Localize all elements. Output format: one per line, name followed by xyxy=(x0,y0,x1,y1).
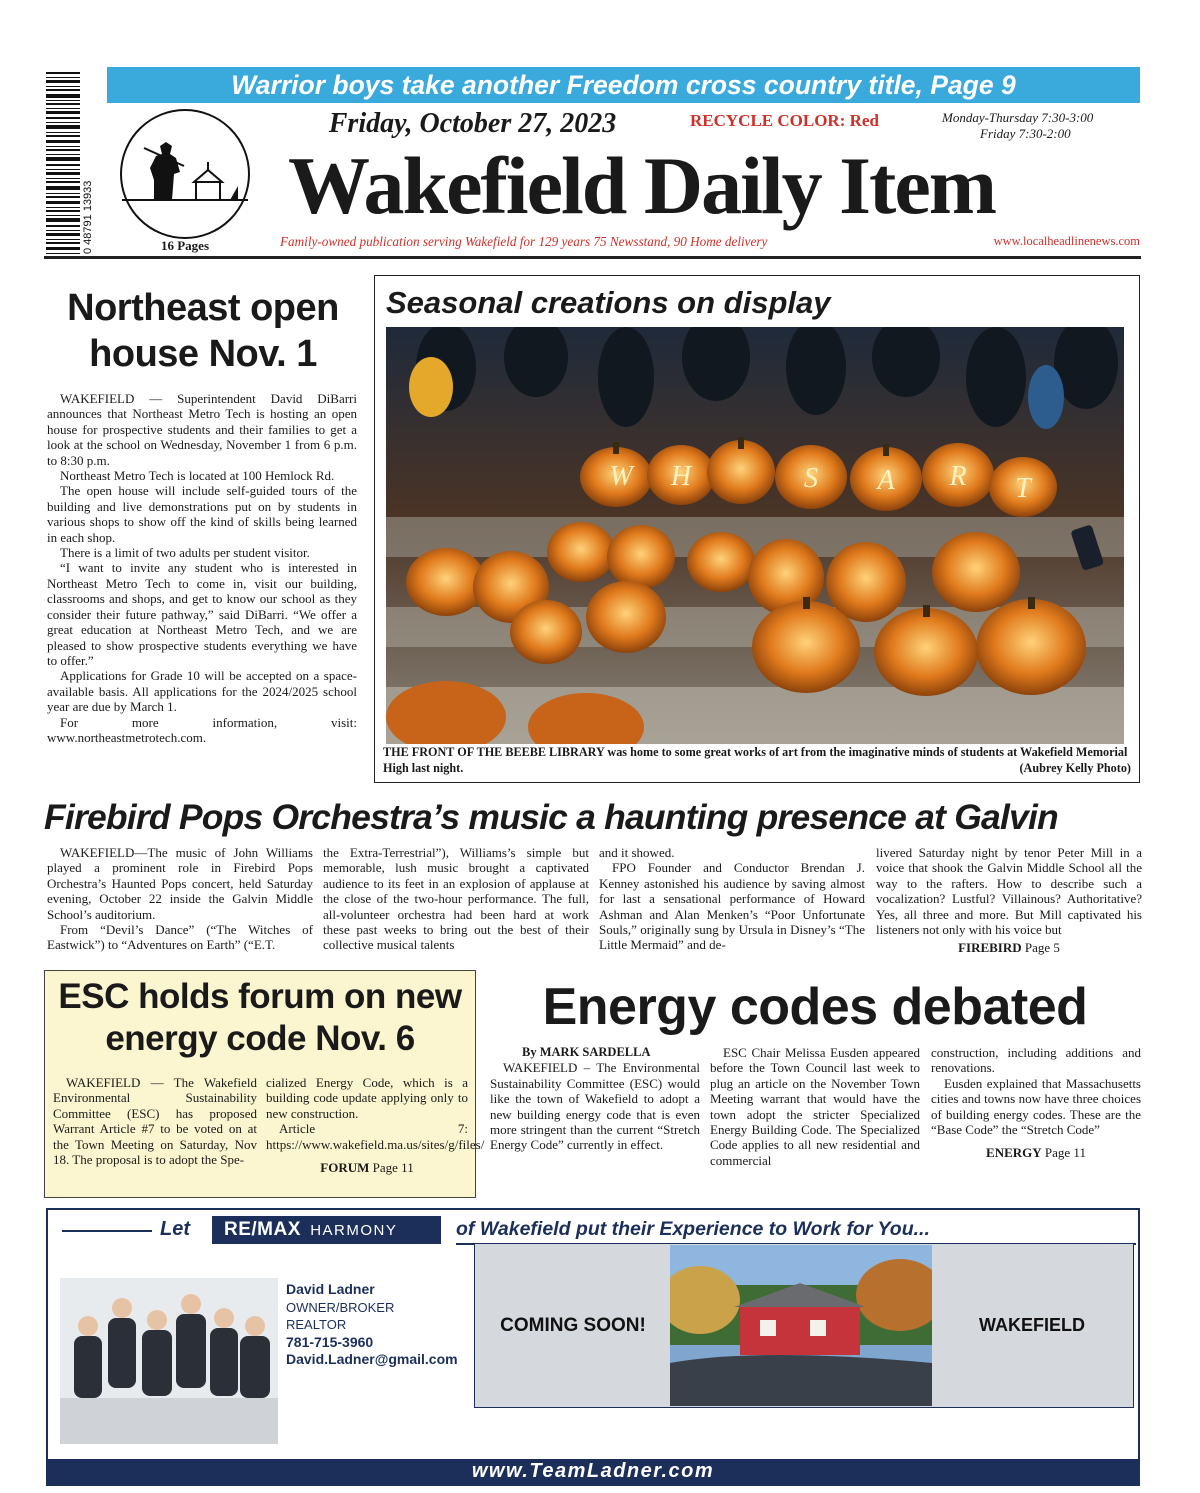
jump-page: Page 11 xyxy=(372,1160,414,1176)
energy-column-2 xyxy=(710,1045,920,1168)
photo-caption xyxy=(383,745,1131,776)
pumpkins-photo xyxy=(386,327,1124,744)
agent-name: David Ladner xyxy=(286,1281,375,1297)
agent-title: REALTOR xyxy=(286,1317,347,1332)
ad-website[interactable]: www.TeamLadner.com xyxy=(48,1459,1138,1484)
firebird-headline[interactable]: Firebird Pops Orchestra’s music a haunting presence at Galvin xyxy=(44,797,1058,837)
pumpkin-letter: A xyxy=(877,465,895,496)
firebird-column-4 xyxy=(876,845,1142,956)
paragraph: Eusden explained that Massachusetts cities and towns now have three choices of building energy codes. These are the “Base Code” the “Stretch Code” xyxy=(931,1075,1141,1138)
pumpkin-letter: S xyxy=(804,463,818,494)
page-count: 16 Pages xyxy=(160,238,210,253)
ad-let: Let xyxy=(160,1218,190,1240)
team-photo xyxy=(60,1278,278,1444)
pumpkin-letter: H xyxy=(670,461,692,492)
northeast-body xyxy=(47,391,357,745)
paragraph: cialized Energy Code, which is a building code update applying only to new construction. xyxy=(266,1075,468,1121)
barcode-digits: 0 48791 13933 xyxy=(82,180,94,254)
firebird-column-3 xyxy=(599,845,865,953)
agent-email[interactable]: David.Ladner@gmail.com xyxy=(286,1351,458,1367)
edition-date: Friday, October 27, 2023 xyxy=(328,108,617,139)
paragraph: WAKEFIELD — The Wakefield Environmental Sustainability Committee (ESC) has proposed Warrant Article #7 to be voted on at the Town Meeting on Saturday, Nov 18. The proposal is to adopt the Spe- xyxy=(53,1075,257,1168)
energy-headline[interactable]: Energy codes debated xyxy=(542,978,1088,1036)
hours-weekdays: Monday-Thursday 7:30-3:00 xyxy=(942,110,1094,125)
pumpkin-letter: T xyxy=(1015,473,1031,504)
tagline: Family-owned publication serving Wakefield for 129 years 75 Newsstand, 90 Home delivery xyxy=(280,234,768,249)
minuteman-logo xyxy=(110,108,260,240)
photo-feature-headline[interactable]: Seasonal creations on display xyxy=(386,285,831,320)
agent-info xyxy=(286,1281,476,1369)
esc-column-2 xyxy=(266,1075,485,1176)
energy-column-3 xyxy=(931,1045,1141,1161)
brand-sub: HARMONY xyxy=(310,1222,398,1239)
listing-town: WAKEFIELD xyxy=(979,1315,1085,1335)
house-photo xyxy=(670,1245,932,1406)
paragraph: construction, including additions and renovations. xyxy=(931,1045,1141,1076)
paragraph: From “Devil’s Dance” (“The Witches of Eastwick”) to “Adventures on Earth” (“E.T. xyxy=(47,922,313,953)
esc-jump-link[interactable] xyxy=(266,1160,468,1175)
agent-title: OWNER/BROKER xyxy=(286,1299,395,1315)
site-url[interactable]: www.localheadlinenews.com xyxy=(993,234,1140,248)
jump-word: FORUM xyxy=(320,1160,370,1176)
firebird-jump-link[interactable] xyxy=(876,940,1142,955)
paragraph: ESC Chair Melissa Eusden appeared before the Town Council last week to plug an article on the November Town Meeting warrant that would have the town adopt the stricter Specialized Energy Building Code. The Specialized Code applies to all new residential and commercial xyxy=(710,1045,920,1168)
paragraph: For more information, visit: www.northeastmetrotech.com. xyxy=(47,714,357,745)
firebird-column-2 xyxy=(323,845,589,953)
barcode xyxy=(44,68,98,260)
paragraph: Applications for Grade 10 will be accepted on a space-available basis. All applications for the 2024/2025 school year are due by March 1. xyxy=(47,668,357,715)
ad-divider xyxy=(62,1230,152,1232)
esc-headline[interactable]: ESC holds forum on new energy code Nov. 6 xyxy=(58,977,462,1058)
top-banner[interactable]: Warrior boys take another Freedom cross country title, Page 9 xyxy=(107,67,1140,103)
pumpkin-letter: W xyxy=(609,461,633,492)
ad-tagline: of Wakefield put their Experience to Work for You... xyxy=(456,1218,930,1240)
northeast-headline[interactable]: Northeast open house Nov. 1 xyxy=(67,287,339,375)
remax-logo xyxy=(212,1216,441,1244)
byline: By MARK SARDELLA xyxy=(522,1045,651,1059)
energy-column-1 xyxy=(490,1045,700,1153)
paragraph: WAKEFIELD—The music of John Williams played a prominent role in Firebird Pops Orchestra’s Haunted Pops concert, held Saturday evening, October 22 inside the Galvin Middle School’s auditorium. xyxy=(47,845,313,922)
paragraph: There is a limit of two adults per student visitor. xyxy=(60,545,310,561)
paragraph: livered Saturday night by tenor Peter Mill in a voice that shook the Galvin Middle School all the way to the rafters. How to describe such a vocalization? Lustful? Villainous? Authoritative? Yes, all three and more. But Mill captivated his listeners not only with his voice but xyxy=(876,845,1142,938)
paragraph: the Extra-Terrestrial”), Williams’s simple but memorable, lush music brought a captivated audience to its feet in an explosion of applause at the close of the two-hour performance. The full, all-volunteer orchestra had been hard at work these past weeks to bring out the best of their collective musical talents xyxy=(323,845,589,953)
nameplate: Wakefield Daily Item xyxy=(288,140,996,231)
paragraph: “I want to invite any student who is interested in Northeast Metro Tech to come in, visit our building, classrooms and shops, and get to know our school as they consider their future pathway,” said DiBarri. “We offer a great education at Northeast Metro Tech, and we are pleased to show prospective students everything we have to offer.” xyxy=(47,560,357,668)
jump-page: Page 11 xyxy=(1044,1145,1086,1161)
paragraph: Article 7: https://www.wakefield.ma.us/sites/g/files/ xyxy=(266,1121,485,1152)
firebird-column-1 xyxy=(47,845,313,953)
jump-word: FIREBIRD xyxy=(958,940,1022,956)
energy-jump-link[interactable] xyxy=(931,1145,1141,1160)
paragraph: The open house will include self-guided tours of the building and live demonstrations put on by students in various shops to show off the kind of skills being learned in each shop. xyxy=(47,483,357,545)
agent-phone[interactable]: 781-715-3960 xyxy=(286,1333,374,1350)
recycle-color: RECYCLE COLOR: Red xyxy=(690,111,879,130)
paragraph: WAKEFIELD – The Environmental Sustainability Committee (ESC) would like the town of Wakefield to adopt a new building energy code that is even more stringent than the current “Stretch Energy Code” currently in effect. xyxy=(490,1060,700,1153)
paragraph: Northeast Metro Tech is located at 100 Hemlock Rd. xyxy=(60,468,335,484)
hours-friday: Friday 7:30-2:00 xyxy=(980,126,1071,141)
caption-text: THE FRONT OF THE BEEBE LIBRARY was home to some great works of art from the imaginative minds of students at Wakefield Memorial High last night. xyxy=(383,745,1128,775)
paragraph: WAKEFIELD — Superintendent David DiBarri announces that Northeast Metro Tech is hosting an open house for prospective students and their families to get a look at the school on Wednesday, November 1 from 6 p.m. to 8:30 p.m. xyxy=(47,391,357,468)
paragraph: and it showed. xyxy=(599,845,675,860)
esc-column-1 xyxy=(53,1075,257,1167)
brand-main: RE/MAX xyxy=(224,1219,301,1240)
photo-credit: (Aubrey Kelly Photo) xyxy=(1019,760,1131,775)
jump-word: ENERGY xyxy=(986,1145,1042,1161)
pumpkin-letter: R xyxy=(949,461,967,492)
coming-soon-label: COMING SOON! xyxy=(500,1314,646,1336)
jump-page: Page 5 xyxy=(1024,940,1060,956)
paragraph: FPO Founder and Conductor Brendan J. Kenney astonished his audience by saving almost for last a sensational performance of Howard Ashman and Alan Menken’s “Poor Unfortunate Souls,” originally sung by Ursula in Disney’s “The Little Mermaid” and de- xyxy=(599,860,865,953)
masthead-rule xyxy=(44,256,1141,259)
